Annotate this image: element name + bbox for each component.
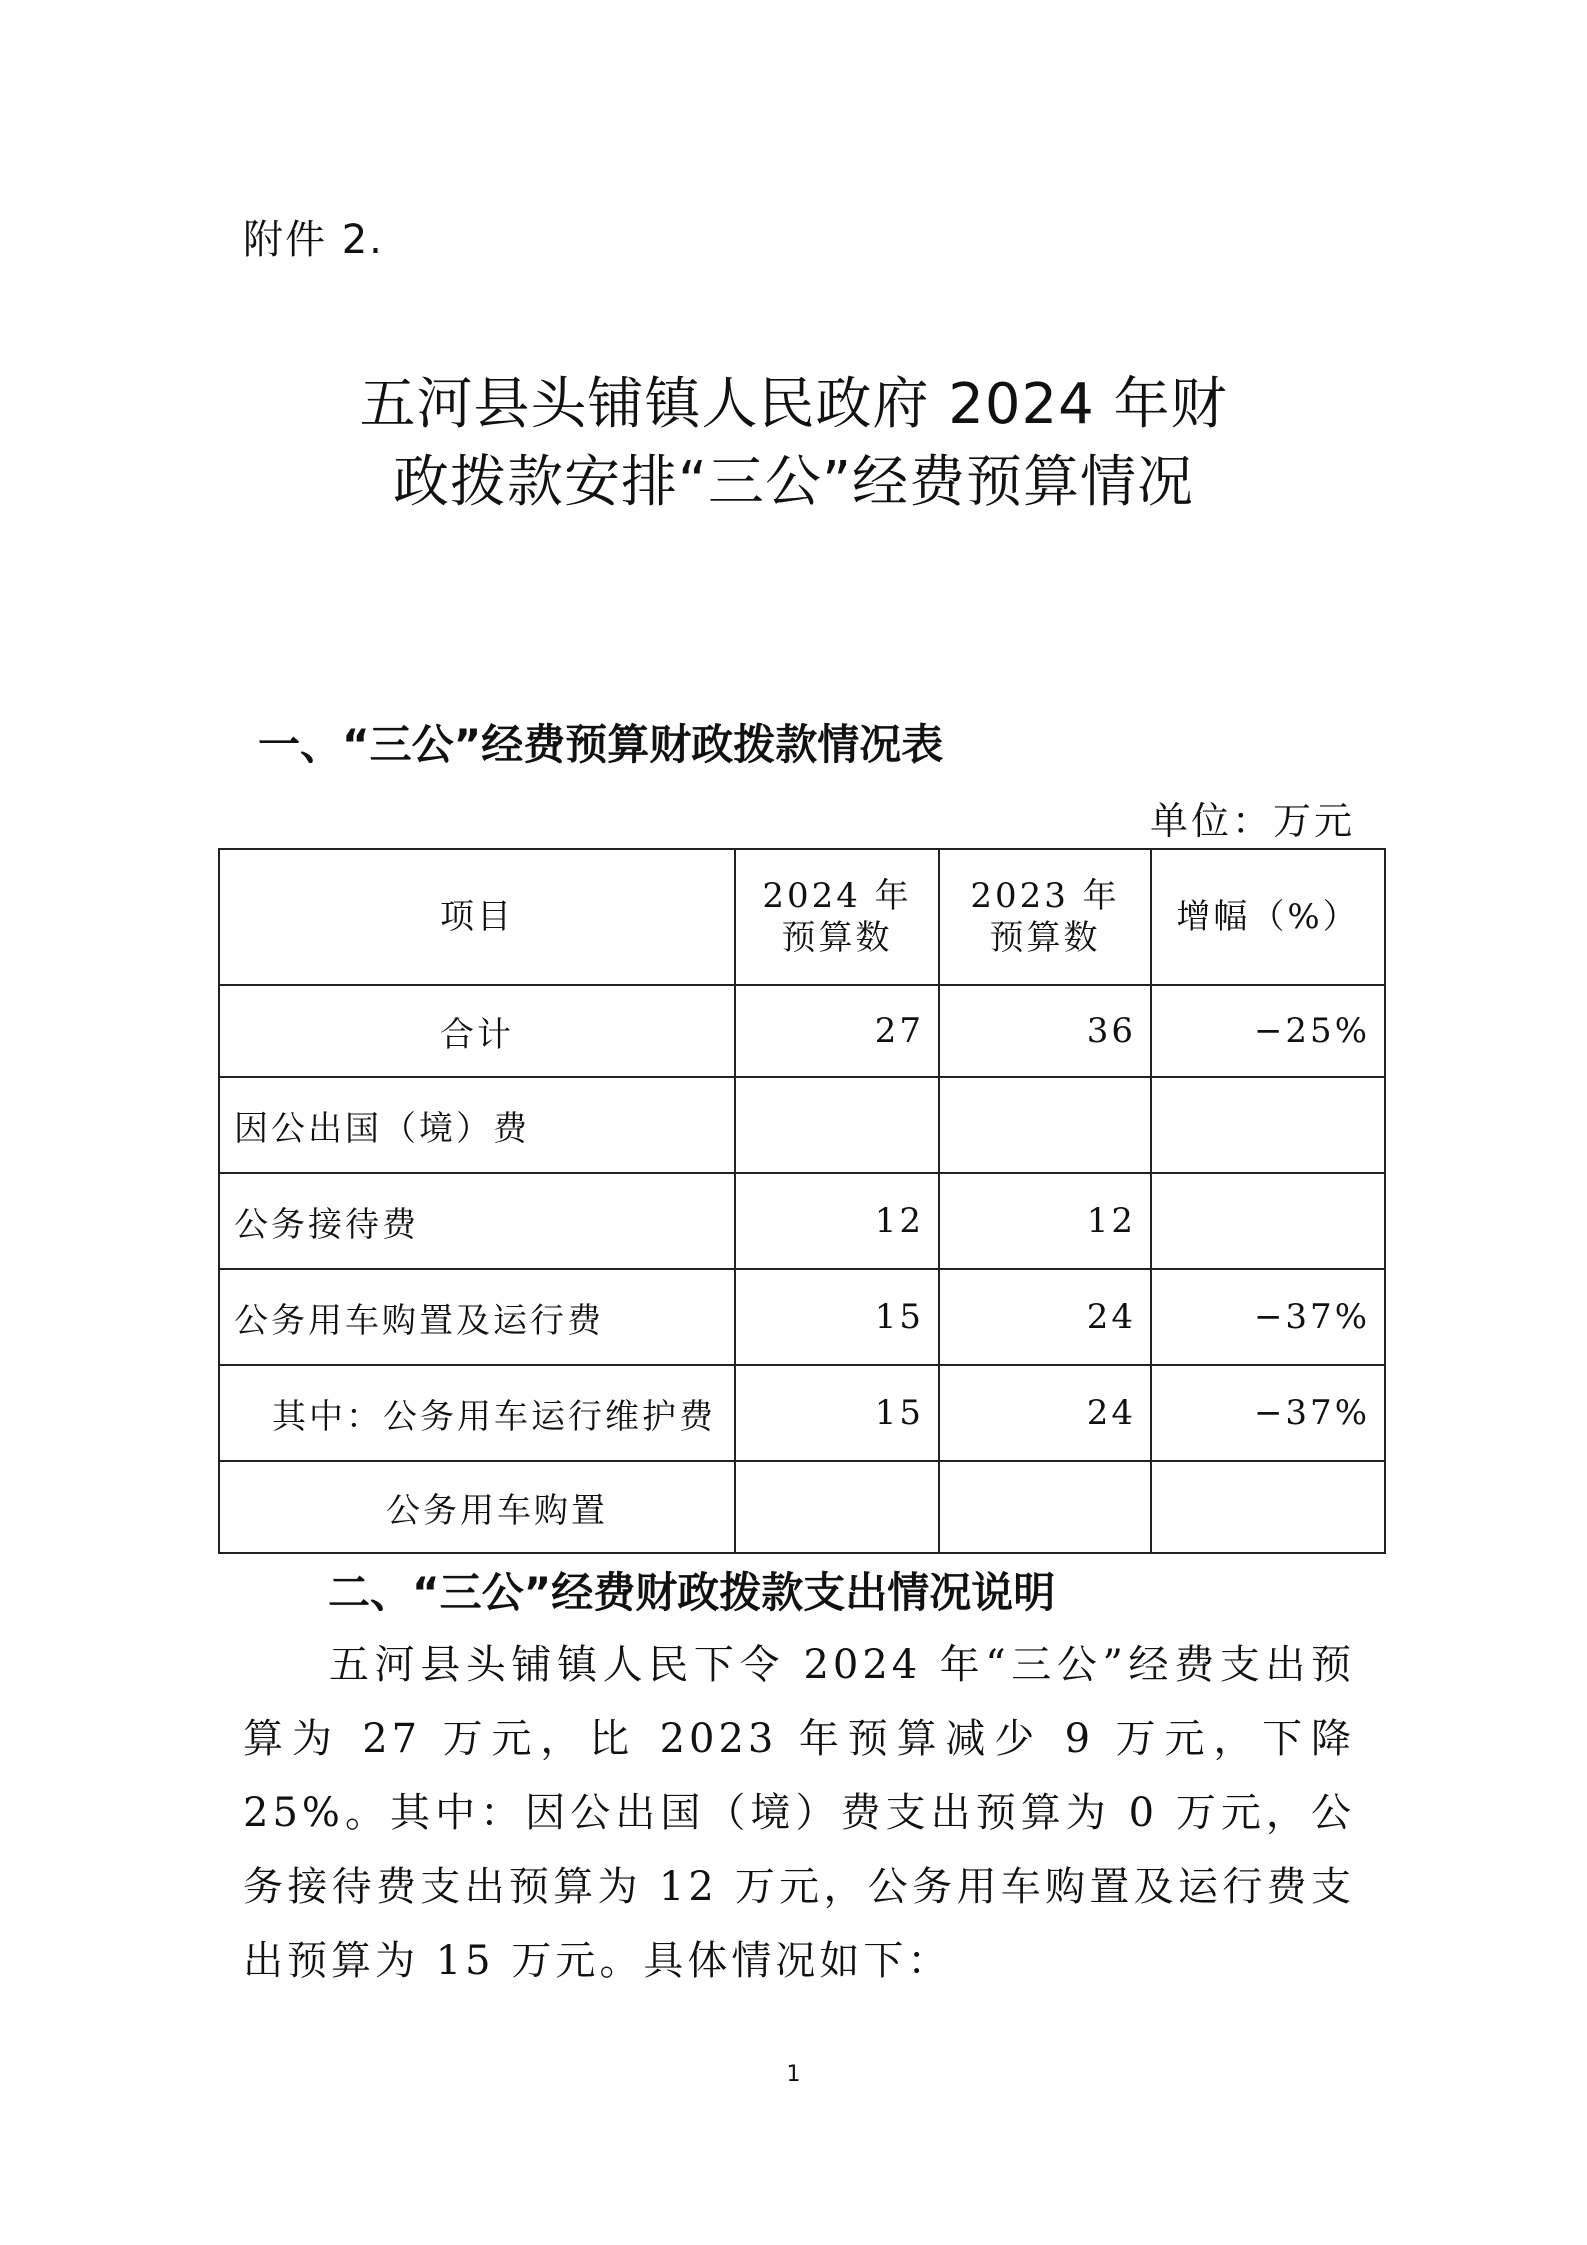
- table-row: [219, 1077, 1385, 1173]
- row-2024: 15: [735, 1365, 939, 1461]
- row-2023: 12: [939, 1173, 1151, 1269]
- row-2023: 24: [939, 1269, 1151, 1365]
- header-item: 项目: [219, 849, 735, 985]
- row-change: −37%: [1151, 1365, 1385, 1461]
- row-2024: 27: [735, 985, 939, 1077]
- row-change: [1151, 1173, 1385, 1269]
- table-row: [219, 985, 1385, 1077]
- title-line-1: 五河县头铺镇人民政府 2024 年财: [359, 372, 1228, 437]
- row-2024: [735, 1077, 939, 1173]
- table-row: [219, 1461, 1385, 1553]
- header-2023: 2023 年预算数: [939, 849, 1151, 985]
- row-2024: 15: [735, 1269, 939, 1365]
- row-2023: 24: [939, 1365, 1151, 1461]
- row-item: 公务用车购置及运行费: [219, 1269, 735, 1365]
- header-change: 增幅（%）: [1151, 849, 1385, 985]
- row-change: [1151, 1077, 1385, 1173]
- row-2023: 36: [939, 985, 1151, 1077]
- row-change: −25%: [1151, 985, 1385, 1077]
- row-item: 公务接待费: [219, 1173, 735, 1269]
- table-header-row: [219, 849, 1385, 985]
- unit-label: 单位：万元: [1149, 799, 1355, 843]
- section-1-heading: 一、“三公”经费预算财政拨款情况表: [258, 720, 944, 769]
- row-2023: [939, 1461, 1151, 1553]
- row-item: 合计: [219, 985, 735, 1077]
- row-item: 其中：公务用车运行维护费: [219, 1365, 735, 1461]
- row-change: [1151, 1461, 1385, 1553]
- title-line-2: 政拨款安排“三公”经费预算情况: [392, 450, 1195, 515]
- attachment-label: 附件 2.: [243, 217, 384, 263]
- table-row: [219, 1173, 1385, 1269]
- section-2-heading: 二、“三公”经费财政拨款支出情况说明: [328, 1568, 1056, 1617]
- header-2024: 2024 年预算数: [735, 849, 939, 985]
- budget-table: [218, 848, 1386, 1554]
- row-item: 公务用车购置: [219, 1461, 735, 1553]
- row-2024: 12: [735, 1173, 939, 1269]
- page-number: 1: [786, 2062, 801, 2087]
- table-row: [219, 1365, 1385, 1461]
- row-2023: [939, 1077, 1151, 1173]
- row-change: −37%: [1151, 1269, 1385, 1365]
- row-item: 因公出国（境）费: [219, 1077, 735, 1173]
- table-row: [219, 1269, 1385, 1365]
- row-2024: [735, 1461, 939, 1553]
- explanation-paragraph: 五河县头铺镇人民下令 2024 年“三公”经费支出预算为 27 万元，比 2023 年预算减少 9 万元，下降 25%。其中：因公出国（境）费支出预算为 0 万元，公务接待费支出预算为 12 万元，公务用车购置及运行费支出预算为 15 万元。具体情况如下：: [243, 1642, 1355, 1984]
- document-title: [0, 366, 1587, 522]
